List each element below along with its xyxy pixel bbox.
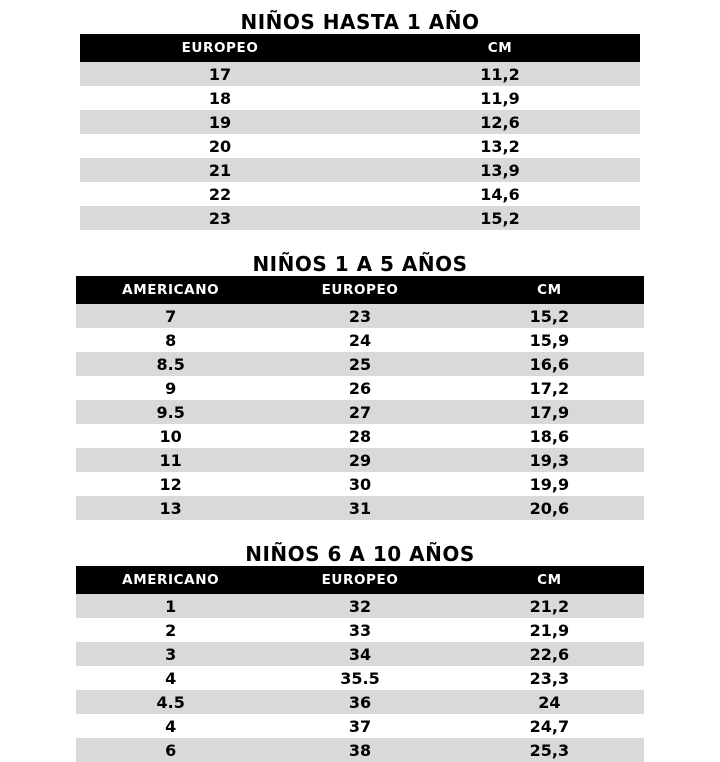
- cell-cm: 25,3: [455, 738, 644, 762]
- cell-americano: 2: [76, 618, 265, 642]
- cell-cm: 24,7: [455, 714, 644, 738]
- cell-cm: 14,6: [360, 182, 640, 206]
- cell-cm: 13,9: [360, 158, 640, 182]
- cell-americano: 4: [76, 666, 265, 690]
- cell-europeo: 31: [265, 496, 454, 520]
- table-header-row: [80, 34, 640, 62]
- table-row: [80, 110, 640, 134]
- cell-americano: 11: [76, 448, 265, 472]
- cell-europeo: 24: [265, 328, 454, 352]
- cell-europeo: 17: [80, 62, 360, 86]
- size-table-1: [76, 276, 644, 520]
- table-row: [76, 472, 644, 496]
- cell-cm: 21,9: [455, 618, 644, 642]
- cell-europeo: 26: [265, 376, 454, 400]
- cell-americano: 9.5: [76, 400, 265, 424]
- table-row: [76, 424, 644, 448]
- cell-americano: 9: [76, 376, 265, 400]
- cell-cm: 19,9: [455, 472, 644, 496]
- cell-cm: 15,2: [455, 304, 644, 328]
- cell-europeo: 27: [265, 400, 454, 424]
- table-head-0: [80, 34, 640, 62]
- cell-cm: 20,6: [455, 496, 644, 520]
- cell-cm: 15,9: [455, 328, 644, 352]
- table-header-row: [76, 276, 644, 304]
- column-header-europeo: EUROPEO: [265, 566, 454, 594]
- table-body-2: [76, 594, 644, 762]
- size-table-block-0: [0, 10, 720, 230]
- table-head-1: [76, 276, 644, 304]
- cell-cm: 24: [455, 690, 644, 714]
- cell-europeo: 19: [80, 110, 360, 134]
- table-row: [76, 496, 644, 520]
- table-title-1: NIÑOS 1 A 5 AÑOS: [252, 252, 468, 276]
- cell-americano: 8.5: [76, 352, 265, 376]
- table-head-2: [76, 566, 644, 594]
- cell-americano: 7: [76, 304, 265, 328]
- table-row: [80, 62, 640, 86]
- size-table-block-1: [0, 252, 720, 520]
- cell-europeo: 36: [265, 690, 454, 714]
- table-row: [80, 158, 640, 182]
- cell-europeo: 30: [265, 472, 454, 496]
- cell-europeo: 34: [265, 642, 454, 666]
- table-row: [76, 738, 644, 762]
- cell-americano: 13: [76, 496, 265, 520]
- column-header-americano: AMERICANO: [76, 276, 265, 304]
- cell-europeo: 29: [265, 448, 454, 472]
- cell-europeo: 37: [265, 714, 454, 738]
- table-row: [76, 642, 644, 666]
- table-body-1: [76, 304, 644, 520]
- table-row: [80, 134, 640, 158]
- section-spacer-2: [0, 520, 720, 542]
- column-header-americano: AMERICANO: [76, 566, 265, 594]
- cell-europeo: 32: [265, 594, 454, 618]
- cell-americano: 8: [76, 328, 265, 352]
- column-header-cm: CM: [360, 34, 640, 62]
- column-header-europeo: EUROPEO: [265, 276, 454, 304]
- size-table-0: [80, 34, 640, 230]
- cell-europeo: 20: [80, 134, 360, 158]
- table-row: [80, 86, 640, 110]
- top-spacer: [0, 0, 720, 10]
- cell-cm: 22,6: [455, 642, 644, 666]
- table-body-0: [80, 62, 640, 230]
- size-table-2: [76, 566, 644, 762]
- cell-cm: 17,2: [455, 376, 644, 400]
- table-row: [76, 328, 644, 352]
- table-header-row: [76, 566, 644, 594]
- table-row: [76, 352, 644, 376]
- column-header-europeo: EUROPEO: [80, 34, 360, 62]
- cell-cm: 19,3: [455, 448, 644, 472]
- cell-cm: 11,9: [360, 86, 640, 110]
- cell-europeo: 33: [265, 618, 454, 642]
- table-row: [76, 714, 644, 738]
- cell-cm: 13,2: [360, 134, 640, 158]
- table-row: [76, 618, 644, 642]
- cell-cm: 12,6: [360, 110, 640, 134]
- cell-europeo: 18: [80, 86, 360, 110]
- cell-europeo: 22: [80, 182, 360, 206]
- table-row: [80, 206, 640, 230]
- cell-europeo: 23: [80, 206, 360, 230]
- column-header-cm: CM: [455, 276, 644, 304]
- table-title-2: NIÑOS 6 A 10 AÑOS: [245, 542, 475, 566]
- cell-europeo: 38: [265, 738, 454, 762]
- cell-europeo: 28: [265, 424, 454, 448]
- cell-americano: 10: [76, 424, 265, 448]
- table-row: [76, 666, 644, 690]
- cell-americano: 1: [76, 594, 265, 618]
- cell-cm: 18,6: [455, 424, 644, 448]
- table-row: [76, 304, 644, 328]
- cell-americano: 4.5: [76, 690, 265, 714]
- table-title-0: NIÑOS HASTA 1 AÑO: [240, 10, 480, 34]
- cell-europeo: 21: [80, 158, 360, 182]
- table-row: [76, 376, 644, 400]
- cell-cm: 17,9: [455, 400, 644, 424]
- table-row: [76, 594, 644, 618]
- cell-americano: 6: [76, 738, 265, 762]
- cell-cm: 16,6: [455, 352, 644, 376]
- cell-cm: 15,2: [360, 206, 640, 230]
- table-row: [76, 448, 644, 472]
- size-table-block-2: [0, 542, 720, 762]
- cell-europeo: 23: [265, 304, 454, 328]
- cell-cm: 11,2: [360, 62, 640, 86]
- section-spacer-1: [0, 230, 720, 252]
- cell-cm: 23,3: [455, 666, 644, 690]
- table-row: [80, 182, 640, 206]
- cell-europeo: 35.5: [265, 666, 454, 690]
- table-row: [76, 400, 644, 424]
- column-header-cm: CM: [455, 566, 644, 594]
- cell-americano: 3: [76, 642, 265, 666]
- cell-cm: 21,2: [455, 594, 644, 618]
- cell-europeo: 25: [265, 352, 454, 376]
- table-row: [76, 690, 644, 714]
- cell-americano: 12: [76, 472, 265, 496]
- cell-americano: 4: [76, 714, 265, 738]
